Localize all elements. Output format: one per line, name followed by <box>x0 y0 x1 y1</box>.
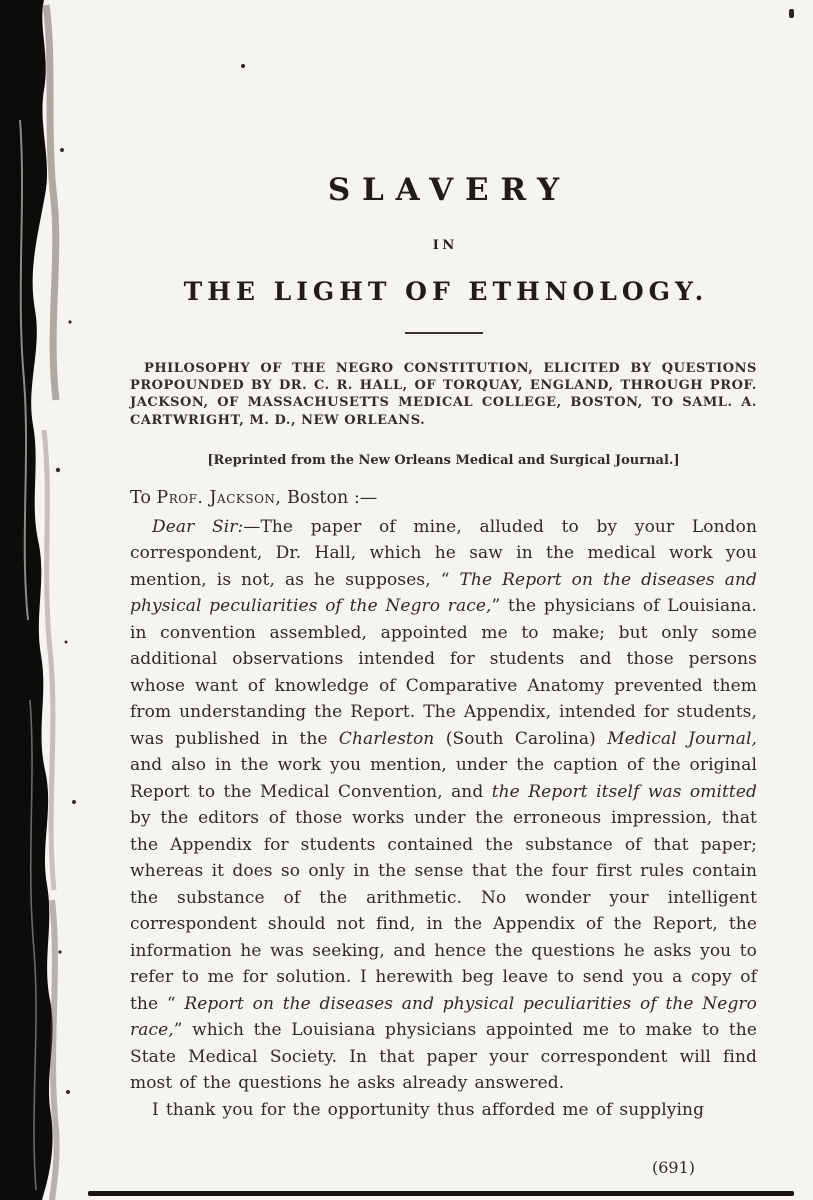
body-paragraph-1: Dear Sir:—The paper of mine, alluded to by your London correspondent, Dr. Hall, which he saw in the medical work you mention, is not, as he supposes, “ The Report on the diseases and physical peculiarities of the Negro race,” the physicians of Louisiana. in convention assembled, appointed me to make; but only some additional observations intended for students and those persons whose want of knowledge of Comparative Anatomy prevented them from understanding the Report. The Appendix, intended for students, was published in the Charleston (South Carolina) Medical Journal, and also in the work you mention, under the caption of the original Report to the Medical Convention, and the Report itself was omitted by the editors of those works under the erroneous impression, that the Appendix for students contained the substance of that paper; whereas it does so only in the sense that the four first rules contain the substance of the arithmetic. No wonder your intelligent correspondent should not find, in the Appendix of the Report, the information he was seeking, and hence the questions he asks you to refer to me for solution. I herewith beg leave to send you a copy of the “ Report on the diseases and physical peculiarities of the Negro race,” which the Louisiana physicians appointed me to make to the State Medical Society. In that paper your correspondent will find most of the questions he asks already answered. <box>130 516 758 1094</box>
reprint-note: [Reprinted from the New Orleans Medical and Surgical Journal.] <box>207 452 680 468</box>
scan-binding-edge <box>0 0 95 1200</box>
title-main: SLAVERY <box>327 172 571 208</box>
title-connector: IN <box>432 238 458 253</box>
subtitle-paragraph: PHILOSOPHY OF THE NEGRO CONSTITUTION, ELICITED BY QUESTIONS PROPOUNDED BY DR. C. R. HALL, OF TORQUAY, ENGLAND, THROUGH PROF. JACKSON, OF MASSACHUSETTS MEDICAL COLLEGE, BOSTON, TO SAML. A. CARTWRIGHT, M. D., NEW ORLEANS. <box>130 361 757 428</box>
page-content <box>130 0 757 1123</box>
body-paragraph-2: I thank you for the opportunity thus afforded me of supplying <box>152 1099 705 1120</box>
title-subtitle: THE LIGHT OF ETHNOLOGY. <box>183 277 709 306</box>
title-divider <box>405 332 483 334</box>
salutation: To Prof. Jackson, Boston :— <box>130 487 378 508</box>
scan-bottom-edge <box>88 1191 794 1196</box>
scan-speck <box>789 9 794 18</box>
page-number: (691) <box>652 1158 696 1177</box>
